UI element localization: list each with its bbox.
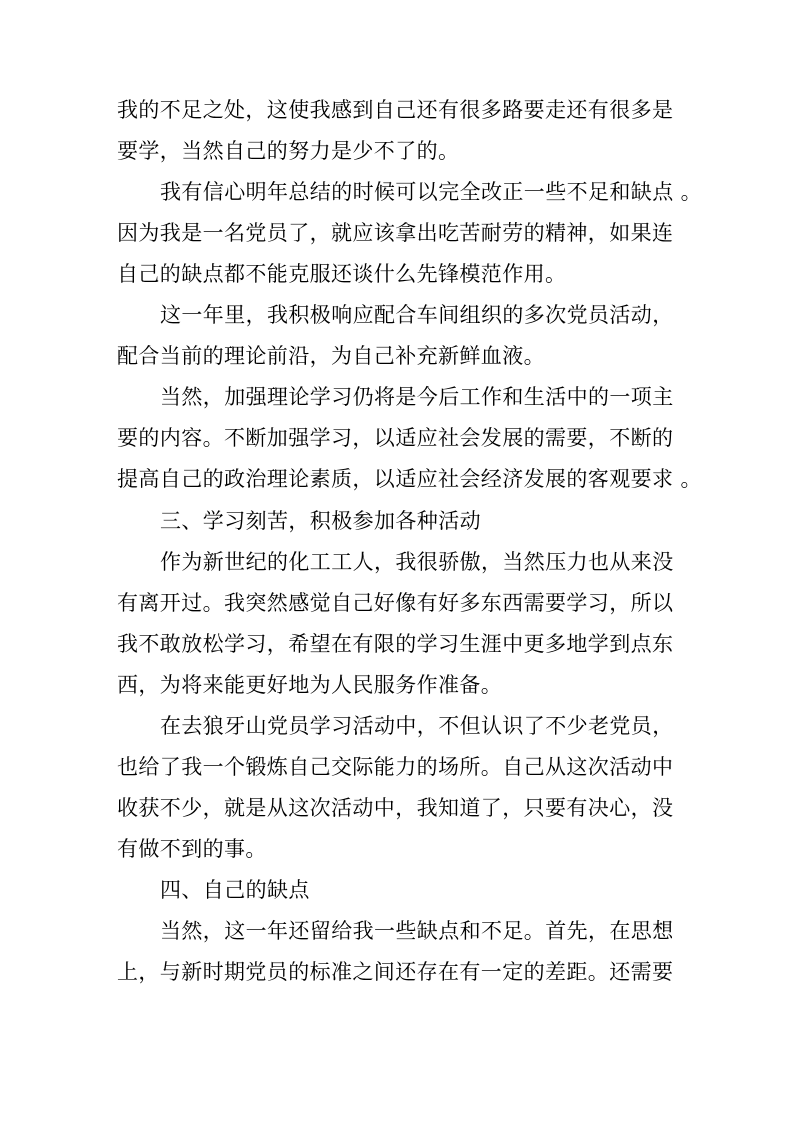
text-line: 有离开过。我突然感觉自己好像有好多东西需要学习，所以: [117, 591, 674, 615]
section-heading: 三、学习刻苦，积极参加各种活动: [160, 509, 481, 533]
paragraph-first-line: 在去狼牙山党员学习活动中，不但认识了不少老党员，: [160, 714, 674, 738]
text-line: 提高自己的政治理论素质，以适应社会经济发展的客观要求 。: [117, 467, 702, 491]
text-line: 上，与新时期党员的标准之间还存在有一定的差距。还需要: [117, 960, 674, 984]
text-line: 有做不到的事。: [117, 837, 267, 861]
text-line: 我不敢放松学习，希望在有限的学习生涯中更多地学到点东: [117, 632, 674, 656]
paragraph-first-line: 这一年里，我积极响应配合车间组织的多次党员活动，: [160, 303, 674, 327]
text-line: 西，为将来能更好地为人民服务作准备。: [117, 673, 503, 697]
text-line: 也给了我一个锻炼自己交际能力的场所。自己从这次活动中: [117, 755, 674, 779]
text-line: 配合当前的理论前沿，为自己补充新鲜血液。: [117, 344, 545, 368]
section-heading: 四、自己的缺点: [160, 878, 310, 902]
text-line: 要的内容。不断加强学习，以适应社会发展的需要，不断的: [117, 426, 674, 450]
paragraph-first-line: 当然，加强理论学习仍将是今后工作和生活中的一项主: [160, 385, 674, 409]
paragraph-first-line: 当然，这一年还留给我一些缺点和不足。首先，在思想: [160, 919, 674, 943]
text-line: 收获不少，就是从这次活动中，我知道了，只要有决心，没: [117, 796, 674, 820]
text-line: 要学，当然自己的努力是少不了的。: [117, 139, 460, 163]
text-line: 因为我是一名党员了，就应该拿出吃苦耐劳的精神，如果连: [117, 221, 674, 245]
text-line: 我的不足之处，这使我感到自己还有很多路要走还有很多是: [117, 98, 674, 122]
paragraph-first-line: 作为新世纪的化工工人，我很骄傲，当然压力也从来没: [160, 550, 674, 574]
text-line: 自己的缺点都不能克服还谈什么先锋模范作用。: [117, 262, 567, 286]
paragraph-first-line: 我有信心明年总结的时候可以完全改正一些不足和缺点 。: [160, 180, 703, 204]
